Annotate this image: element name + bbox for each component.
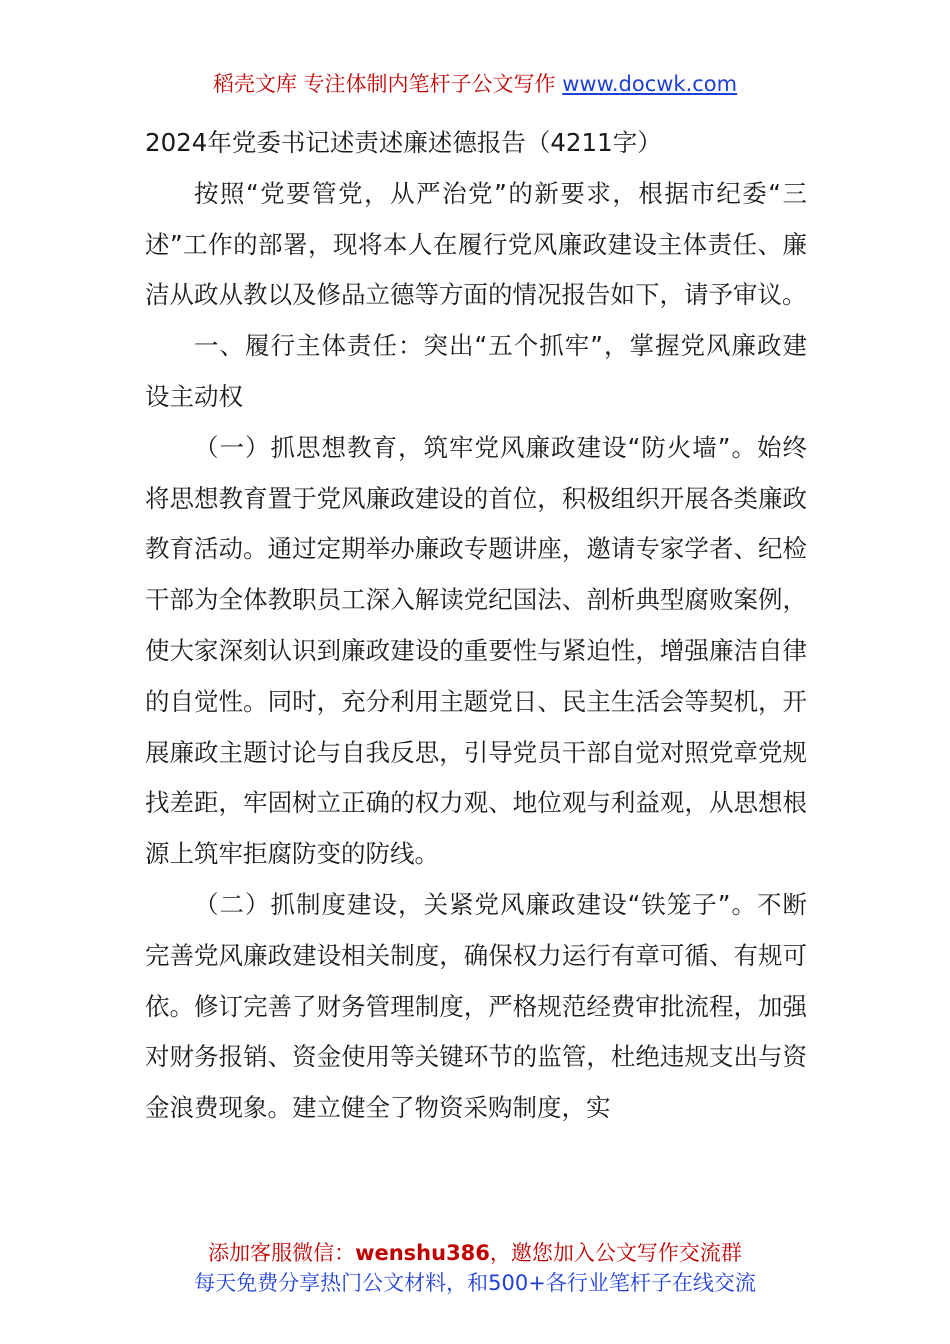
footer-line-2: 每天免费分享热门公文材料，和500+各行业笔杆子在线交流: [194, 1271, 756, 1295]
footer-line-1: [0, 1238, 950, 1268]
body-paragraph: （一）抓思想教育，筑牢党风廉政建设“防火墙”。始终将思想教育置于党风廉政建设的首位，积极组织开展各类廉政教育活动。通过定期举办廉政专题讲座，邀请专家学者、纪检干部为全体教职员工深入解读党纪国法、剖析典型腐败案例，使大家深刻认识到廉政建设的重要性与紧迫性，增强廉洁自律的自觉性。同时，充分利用主题党日、民主生活会等契机，开展廉政主题讨论与自我反思，引导党员干部自觉对照党章党规找差距，牢固树立正确的权力观、地位观与利益观，从思想根源上筑牢拒腐防变的防线。: [145, 432, 807, 869]
page-header: [0, 68, 950, 100]
header-brand: 稻壳文库 专注体制内笔杆子公文写作: [212, 72, 556, 96]
body-paragraph: （二）抓制度建设，关紧党风廉政建设“铁笼子”。不断完善党风廉政建设相关制度，确保权力运行有章可循、有规可依。修订完善了财务管理制度，严格规范经费审批流程，加强对财务报销、资金使用等关键环节的监管，杜绝违规支出与资金浪费现象。建立健全了物资采购制度，实: [145, 889, 807, 1123]
footer-wechat-suffix: ，邀您加入公文写作交流群: [489, 1241, 742, 1265]
page-footer: [0, 1238, 950, 1298]
footer-wechat-prefix: 添加客服微信：: [208, 1241, 356, 1265]
document-title: 2024年党委书记述责述廉述德报告（4211字）: [145, 128, 662, 157]
document-body: [145, 118, 807, 1134]
header-site-link[interactable]: www.docwk.com: [562, 72, 738, 96]
section-heading: 一、履行主体责任：突出“五个抓牢”，掌握党风廉政建设主动权: [145, 331, 807, 411]
intro-paragraph: 按照“党要管党，从严治党”的新要求，根据市纪委“三述”工作的部署，现将本人在履行党风廉政建设主体责任、廉洁从政从教以及修品立德等方面的情况报告如下，请予审议。: [145, 178, 807, 310]
footer-wechat-id: wenshu386: [355, 1241, 490, 1265]
